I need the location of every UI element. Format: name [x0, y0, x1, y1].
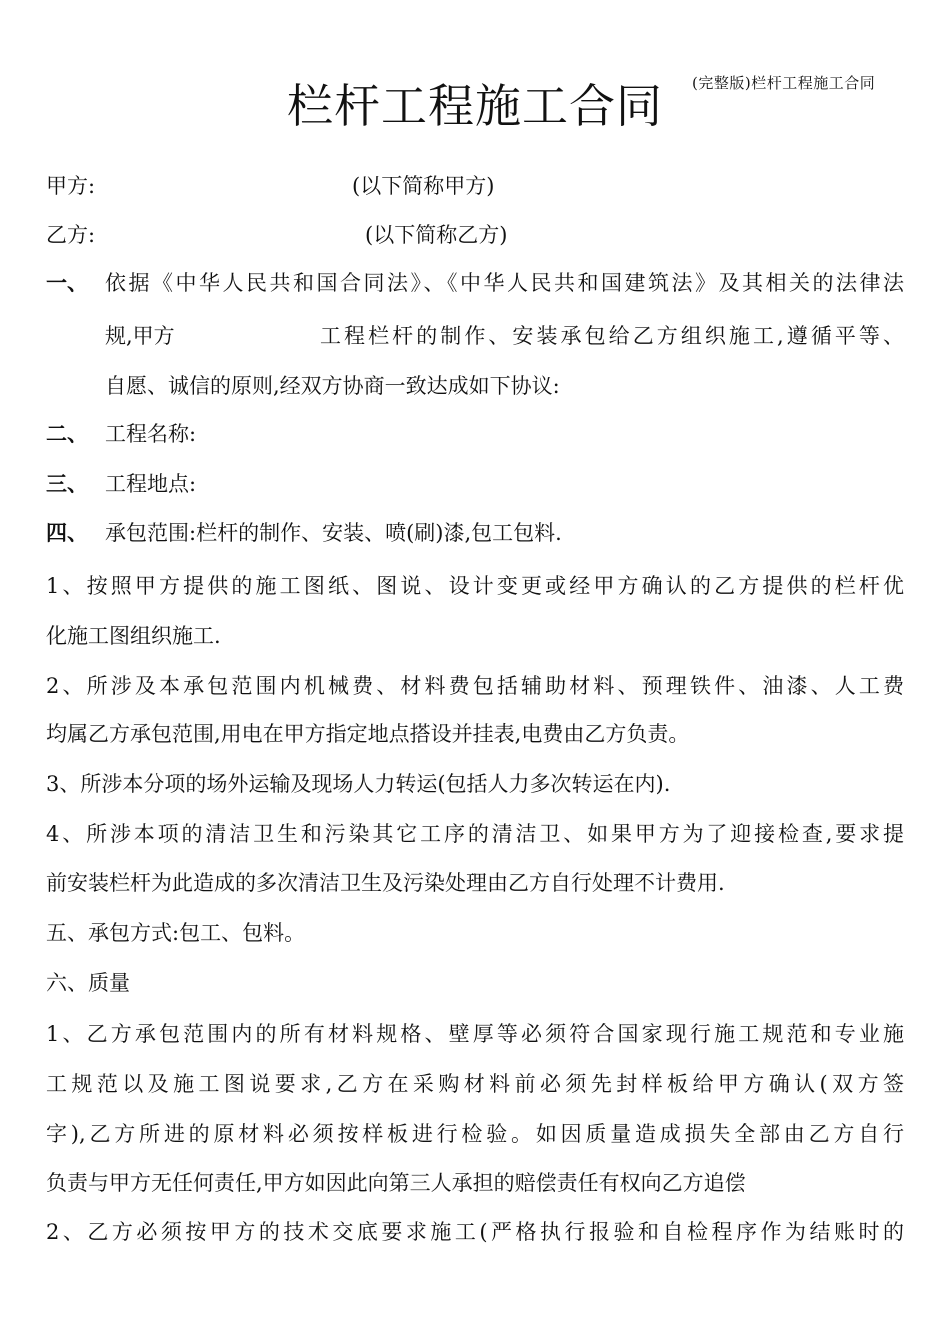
paragraph-2-line-2: 均属乙方承包范围,用电在甲方指定地点搭设并挂表,电费由乙方负责。 [46, 722, 690, 746]
section-1-line-1: 依据《中华人民共和国合同法》、《中华人民共和国建筑法》及其相关的法律法 [105, 271, 904, 295]
quality-1-line-1: 1、乙方承包范围内的所有材料规格、壁厚等必须符合国家现行施工规范和专业施 [46, 1022, 904, 1046]
paragraph-3-line-1: 3、所涉本分项的场外运输及现场人力转运(包括人力多次转运在内). [46, 772, 671, 796]
party-b-note: (以下简称乙方) [365, 223, 508, 247]
section-1-line-2a: 规,甲方 [105, 324, 175, 348]
section-6-heading: 六、质量 [46, 971, 130, 995]
quality-1-line-4: 负责与甲方无任何责任,甲方如因此向第三人承担的赔偿责任有权向乙方追偿 [46, 1171, 746, 1195]
page-title: 栏杆工程施工合同 [287, 79, 663, 133]
section-3-number: 三、 [46, 472, 88, 496]
section-4-number: 四、 [46, 521, 88, 545]
section-1-line-2b: 工程栏杆的制作、安装承包给乙方组织施工,遵循平等、 [320, 324, 904, 348]
quality-1-line-3: 字),乙方所进的原材料必须按样板进行检验。如因质量造成损失全部由乙方自行 [46, 1122, 904, 1146]
paragraph-1-line-2: 化施工图组织施工. [46, 624, 221, 648]
running-header: (完整版)栏杆工程施工合同 [692, 74, 876, 92]
party-a-label: 甲方: [46, 174, 96, 198]
party-a-note: (以下简称甲方) [352, 174, 495, 198]
paragraph-4-line-1: 4、所涉本项的清洁卫生和污染其它工序的清洁卫、如果甲方为了迎接检查,要求提 [46, 822, 904, 846]
quality-1-line-2: 工规范以及施工图说要求,乙方在采购材料前必须先封样板给甲方确认(双方签 [46, 1072, 904, 1096]
section-2-text: 工程名称: [105, 422, 197, 446]
section-1-number: 一、 [46, 271, 88, 295]
section-1-line-3: 自愿、诚信的原则,经双方协商一致达成如下协议: [105, 374, 560, 398]
section-3-text: 工程地点: [105, 472, 197, 496]
section-2-number: 二、 [46, 422, 88, 446]
paragraph-4-line-2: 前安装栏杆为此造成的多次清洁卫生及污染处理由乙方自行处理不计费用. [46, 871, 725, 895]
paragraph-1-line-1: 1、按照甲方提供的施工图纸、图说、设计变更或经甲方确认的乙方提供的栏杆优 [46, 574, 904, 598]
paragraph-2-line-1: 2、所涉及本承包范围内机械费、材料费包括辅助材料、预理铁件、油漆、人工费 [46, 674, 904, 698]
section-5-text: 五、承包方式:包工、包料。 [46, 921, 306, 945]
quality-2-line-1: 2、乙方必须按甲方的技术交底要求施工(严格执行报验和自检程序作为结账时的 [46, 1220, 904, 1244]
party-b-label: 乙方: [46, 223, 96, 247]
section-4-text: 承包范围:栏杆的制作、安装、喷(刷)漆,包工包料. [105, 521, 562, 545]
